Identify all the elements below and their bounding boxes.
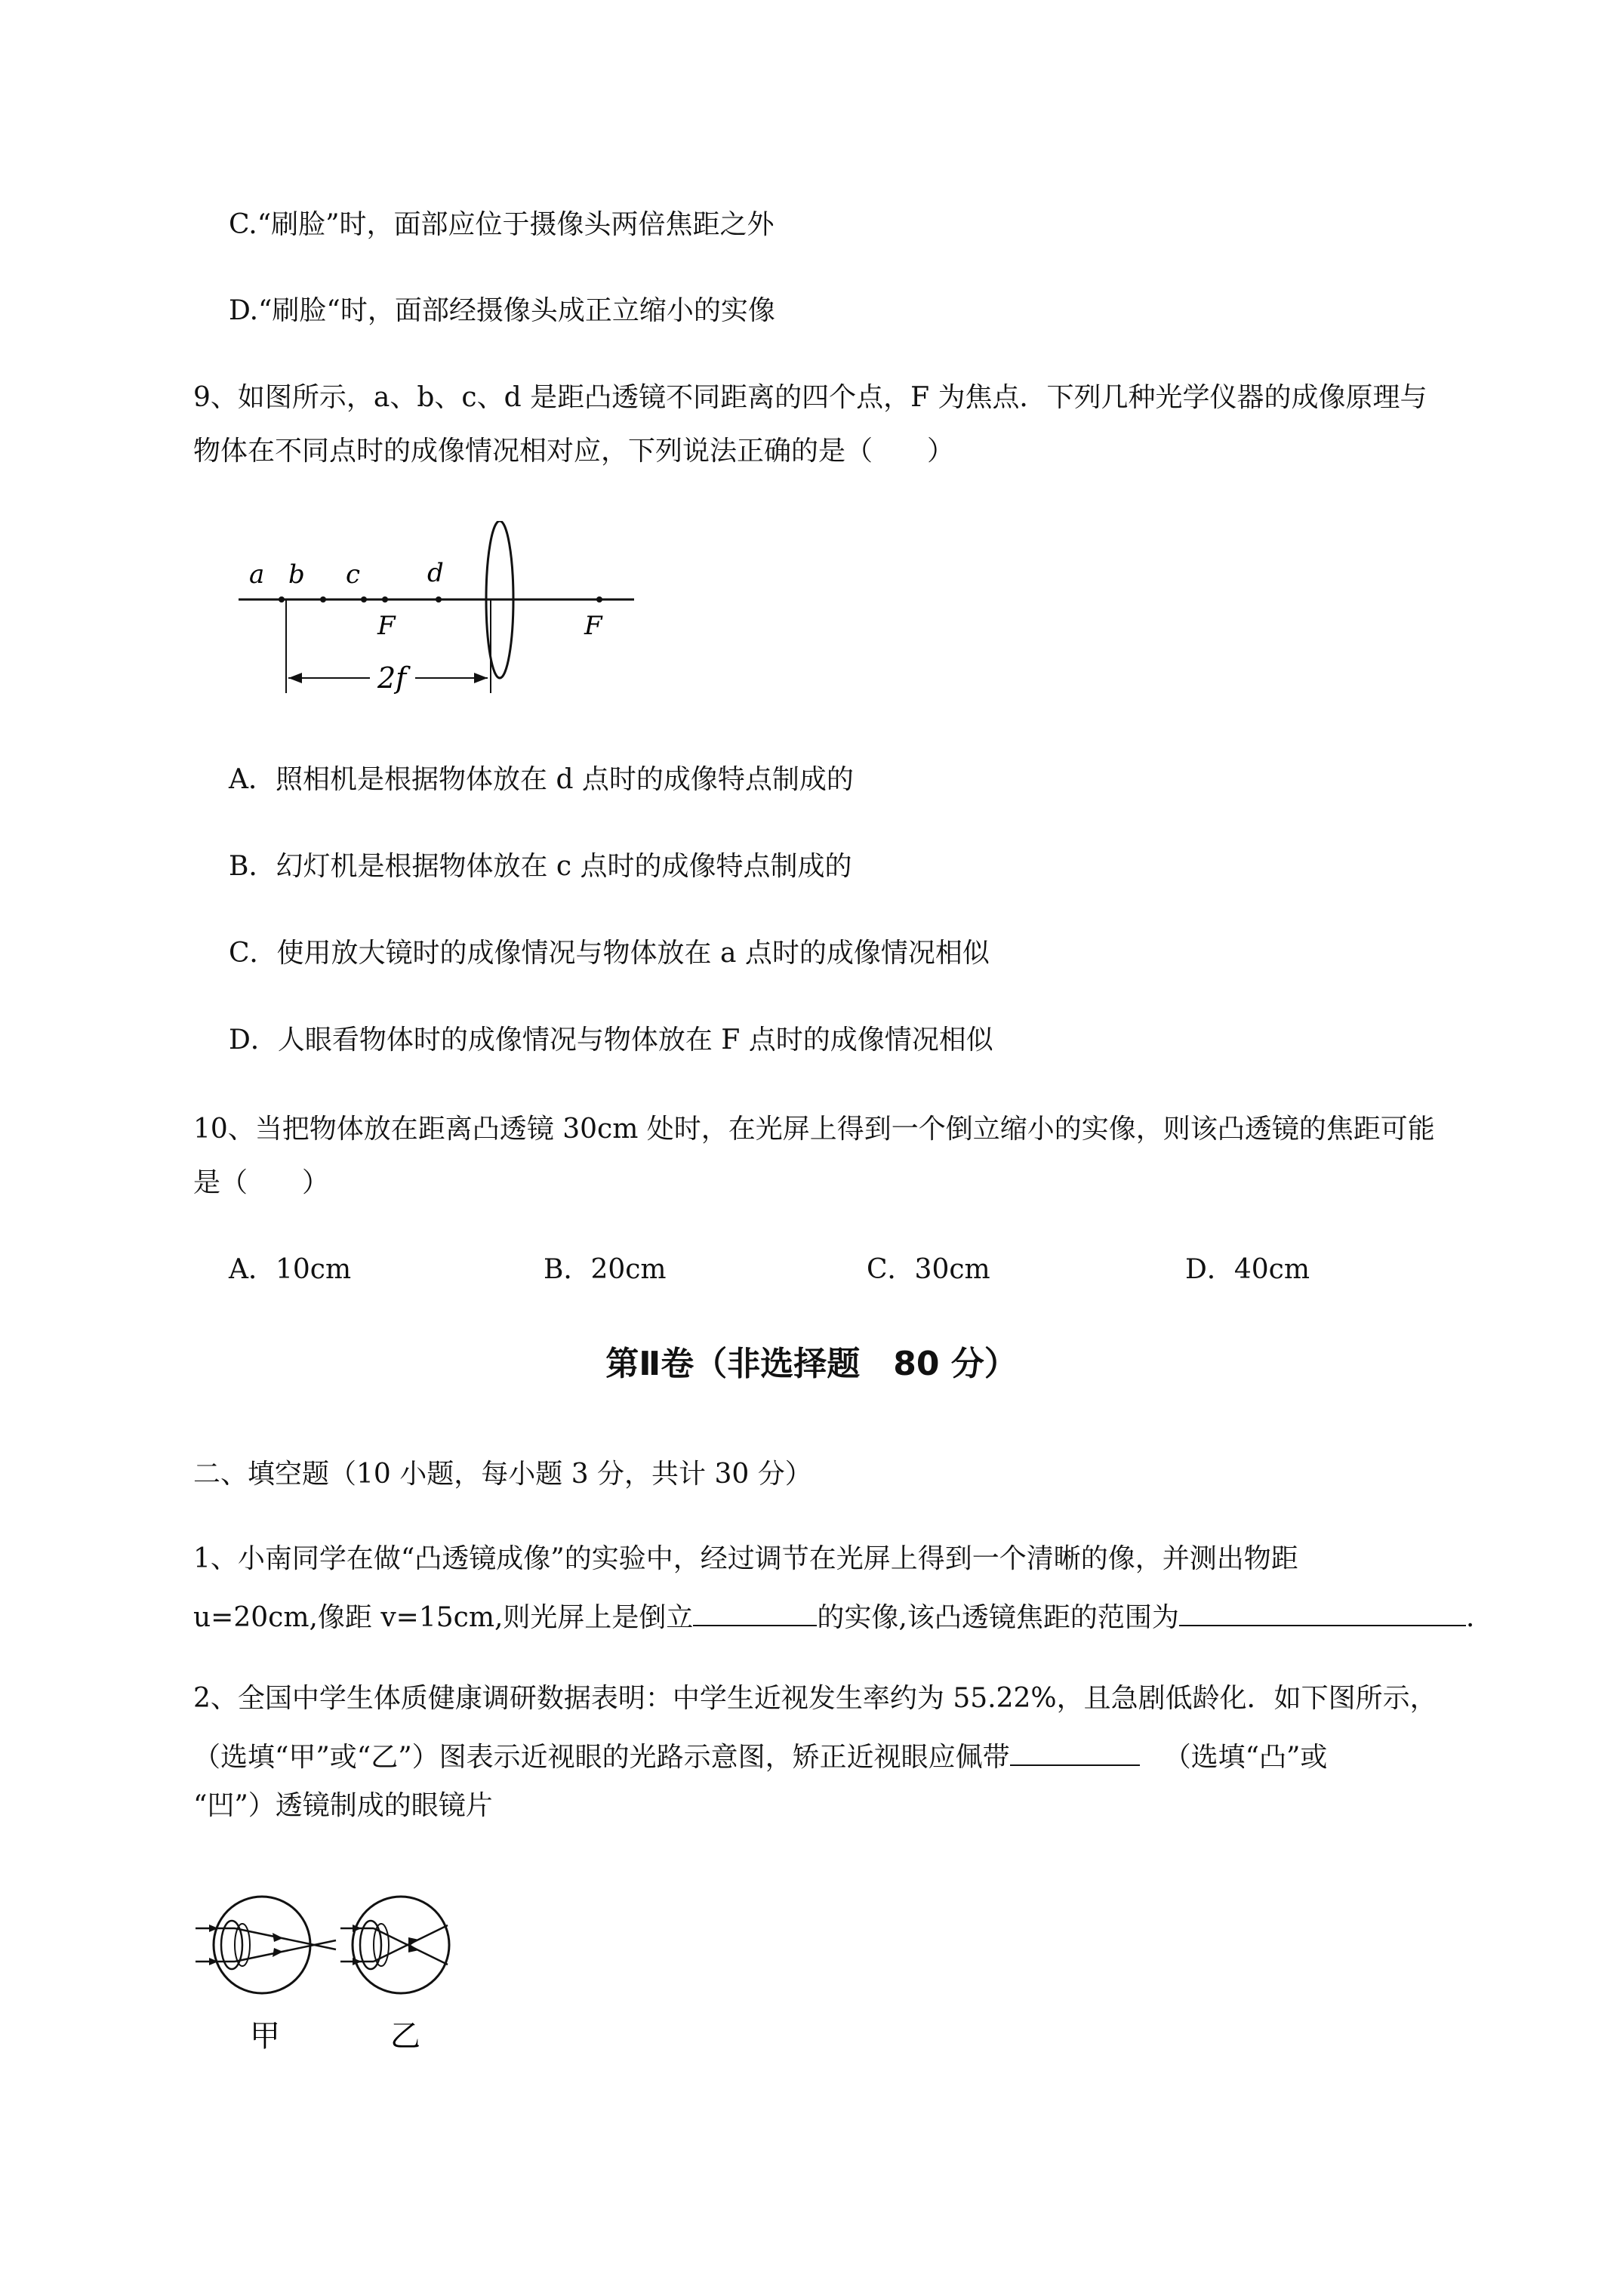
label-c: c — [346, 559, 361, 590]
q9-option-d: D．人眼看物体时的成像情况与物体放在 F 点时的成像情况相似 — [229, 1025, 993, 1056]
label-f-left: F — [377, 611, 396, 641]
q10-option-b: B．20cm — [544, 1254, 667, 1285]
lens-diagram — [226, 521, 649, 702]
fill1-blank-2[interactable] — [1179, 1595, 1466, 1626]
fill1-line2 — [193, 1595, 1474, 1636]
q9-stem-line1: 9、如图所示，a、b、c、d 是距凸透镜不同距离的四个点，F 为焦点．下列几种光学仪器的成像原理与 — [193, 382, 1427, 413]
label-2f: 2f — [377, 661, 407, 695]
q9-stem-line2: 物体在不同点时的成像情况相对应，下列说法正确的是（ ） — [193, 436, 955, 467]
label-d: d — [427, 558, 444, 588]
fill1-line1: 1、小南同学在做“凸透镜成像”的实验中，经过调节在光屏上得到一个清晰的像，并测出物距 — [193, 1543, 1298, 1574]
fill1-text-part2: 的实像,该凸透镜焦距的范围为 — [817, 1602, 1179, 1633]
q8-option-c: C.“刷脸”时，面部应位于摄像头两倍焦距之外 — [229, 209, 775, 240]
label-jia: 甲 — [250, 2019, 280, 2054]
eye-jia-diagram — [196, 1897, 336, 1993]
eye-yi-diagram — [340, 1897, 449, 1993]
fill2-blank-1[interactable] — [1010, 1734, 1140, 1766]
section-title: 第Ⅱ卷（非选择题 80 分） — [605, 1345, 1018, 1383]
fill2-text-part2: （选填“凸”或 — [1163, 1742, 1328, 1773]
label-yi: 乙 — [390, 2019, 420, 2054]
point-b — [320, 596, 326, 603]
q9-option-a: A．照相机是根据物体放在 d 点时的成像特点制成的 — [229, 764, 854, 795]
label-a: a — [249, 559, 265, 590]
label-b: b — [288, 559, 305, 590]
point-f-left — [382, 596, 388, 603]
label-f-right: F — [584, 611, 602, 641]
fill1-text-part1: u=20cm,像距 v=15cm,则光屏上是倒立 — [193, 1602, 694, 1633]
point-f-right — [596, 596, 602, 603]
fill2-line3: “凹”）透镜制成的眼镜片 — [193, 1790, 493, 1821]
q9-option-b: B．幻灯机是根据物体放在 c 点时的成像特点制成的 — [229, 851, 852, 882]
q10-stem-line2: 是（ ） — [193, 1167, 330, 1198]
q8-option-d: D.“刷脸“时，面部经摄像头成正立缩小的实像 — [229, 295, 775, 326]
eye-diagrams — [192, 1895, 510, 2061]
fill1-text-end: . — [1465, 1602, 1475, 1633]
point-c — [361, 596, 367, 603]
q10-option-a: A．10cm — [229, 1254, 352, 1285]
q10-option-c: C．30cm — [867, 1254, 990, 1285]
q10-option-d: D．40cm — [1185, 1254, 1310, 1285]
fill1-blank-1[interactable] — [693, 1595, 817, 1626]
point-a — [279, 596, 285, 603]
fill2-line2 — [193, 1734, 1327, 1776]
q9-option-c: C．使用放大镜时的成像情况与物体放在 a 点时的成像情况相似 — [229, 938, 990, 969]
section-heading: 二、填空题（10 小题，每小题 3 分，共计 30 分） — [193, 1459, 812, 1490]
point-d — [436, 596, 442, 603]
fill2-line1: 2、全国中学生体质健康调研数据表明：中学生近视发生率约为 55.22%，且急剧低龄化．如下图所示， — [193, 1683, 1437, 1714]
fill2-text-part1: （选填“甲”或“乙”）图表示近视眼的光路示意图，矫正近视眼应佩带 — [193, 1742, 1010, 1773]
q10-stem-line1: 10、当把物体放在距离凸透镜 30cm 处时，在光屏上得到一个倒立缩小的实像，则该凸透镜的焦距可能 — [193, 1114, 1435, 1145]
